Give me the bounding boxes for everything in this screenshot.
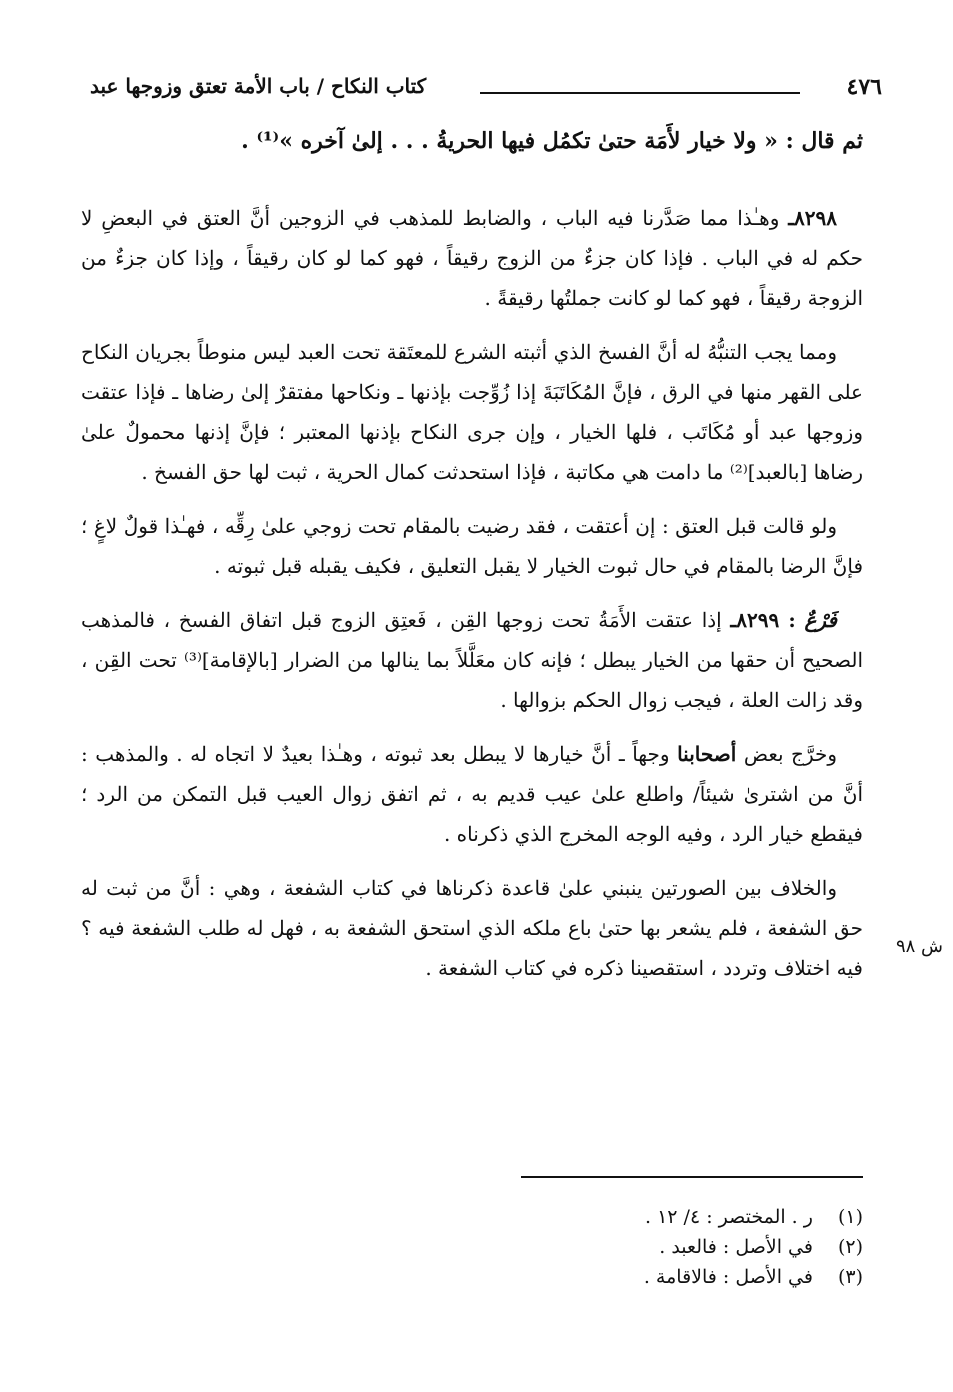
page-header — [90, 74, 882, 108]
footnote-text: في الأصل : فالاقامة . — [643, 1266, 813, 1288]
footnote-number: (٢) — [837, 1236, 863, 1258]
paragraph-text: إذا عتقت الأَمَةُ تحت زوجها القِن ، فَعتِق الزوج قبل اتفاق الفسخ ، فالمذهب الصحيح أن حقها من الخيار يبطل ؛ فإنه كان معَلَّلاً بما ينالها من الضرار [بالإقامة]⁽³⁾ تحت القِن ، وقد زالت العلة ، فيجب زوال الحكم بزوالها . — [81, 608, 864, 712]
footnote-3 — [363, 1262, 863, 1292]
paragraph-text: والخلاف بين الصورتين ينبني علىٰ قاعدة ذكرناها في كتاب الشفعة ، وهي : أنَّ من ثبت له حق الشفعة ، فلم يشعر بها حتىٰ باع ملكه الذي استحق الشفعة به ، فهل له طلب الشفعة فيه ؟ فيه اختلاف وتردد ، استقصينا ذكره في كتاب الشفعة . — [81, 876, 863, 980]
issue-number: ٨٢٩٨ـ — [788, 206, 838, 230]
page-number: ٤٧٦ — [846, 74, 882, 100]
footnote-separator — [521, 1176, 863, 1178]
footnotes — [363, 1202, 863, 1292]
intro-quote: ثم قال : « ولا خيار لأَمَة حتىٰ تكمُل فيها الحريةُ . . . إلىٰ آخره »⁽¹⁾ . — [241, 128, 863, 154]
paragraph-text: وجهاً ـ أنَّ خيارها لا يبطل بعد ثبوته ، وهـٰذا بعيدٌ لا اتجاه له . والمذهب : أنَّ من اشترىٰ شيئاً/ واطلع علىٰ عيب قديم به ، ثم اتفق زوال العيب قبل التمكن من الرد ؛ فيقطع خيار الرد ، وفيه الوجه المخرج الذي ذكرناه . — [81, 742, 863, 846]
paragraph — [81, 506, 863, 586]
paragraph — [81, 734, 863, 854]
issue-number: : ٨٢٩٩ـ — [730, 608, 796, 632]
emphasized-term: أصحابنا — [677, 742, 737, 766]
footnote-text: ر . المختصر : ٤/ ١٢ . — [644, 1206, 813, 1228]
paragraph — [81, 868, 863, 988]
main-text — [81, 198, 863, 1002]
footnote-number: (٣) — [837, 1266, 863, 1288]
paragraph-8299 — [81, 600, 863, 720]
footnote-text: في الأصل : فالعبد . — [659, 1236, 813, 1258]
paragraph-text: ولو قالت قبل العتق : إن أعتقت ، فقد رضيت بالمقام تحت زوجي علىٰ رِقِّه ، فهـٰذا قولٌ لاغٍ ؛ فإنَّ الرضا بالمقام في حال ثبوت الخيار لا يقبل التعليق ، فكيف يقبله قبل ثبوته . — [81, 514, 863, 578]
paragraph-text: ومما يجب التنبُّهُ له أنَّ الفسخ الذي أثبته الشرع للمعتَقة تحت العبد ليس منوطاً بجريان النكاح على القهر منها في الرق ، فإنَّ المُكَاتَبَةَ إذا زُوِّجت بإذنها ـ ونكاحها مفتقرٌ إلىٰ رضاها ـ فإذا عتقت وزوجها عبد أو مُكَاتَب ، فلها الخيار ، وإن جرى النكاح بإذنها المعتبر ؛ فإنَّ إذنها محمولٌ علىٰ رضاها [بالعبد]⁽²⁾ ما دامت هي مكاتبة ، فإذا استحدثت كمال الحرية ، ثبت لها حق الفسخ . — [81, 340, 863, 484]
paragraph — [81, 332, 863, 492]
branch-label: فَرْعٌ — [804, 608, 837, 632]
footnote-2 — [363, 1232, 863, 1262]
paragraph-8298 — [81, 198, 863, 318]
footnote-1 — [363, 1202, 863, 1232]
running-title: كتاب النكاح / باب الأمة تعتق وزوجها عبد — [90, 74, 427, 98]
paragraph-lead: وخرَّج بعض — [743, 742, 838, 766]
paragraph-text: وهـٰذا مما صَدَّرنا فيه الباب ، والضابط للمذهب في الزوجين أنَّ العتق في البعضِ لا حكم له في الباب . فإذا كان جزءٌ من الزوج رقيقاً ، فهو كما لو كان رقيقاً ، وإذا كان جزءٌ من الزوجة رقيقاً ، فهو كما لو كانت جملتُها رقيقةً . — [81, 206, 863, 310]
footnote-number: (١) — [837, 1206, 863, 1228]
manuscript-folio-note: ش ٩٨ — [895, 936, 943, 957]
header-rule — [480, 92, 800, 94]
